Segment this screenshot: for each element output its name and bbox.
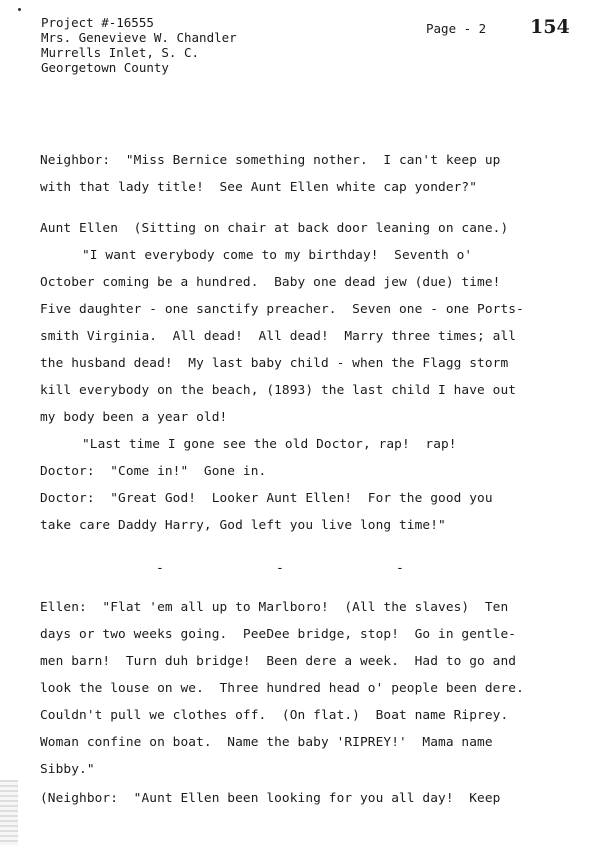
specks [18, 8, 21, 11]
text-line: "I want everybody come to my birthday! Seventh o' [82, 248, 473, 263]
text-line: kill everybody on the beach, (1893) the last child I have out [40, 383, 517, 398]
county: Georgetown County [41, 60, 169, 75]
town: Murrells Inlet, S. C. [41, 45, 200, 60]
text-line: (Neighbor: "Aunt Ellen been looking for you all day! Keep [40, 791, 501, 806]
project-number: Project #-16555 [41, 15, 154, 30]
text-line: Doctor: "Great God! Looker Aunt Ellen! For the good you [40, 491, 493, 506]
text-line: with that lady title! See Aunt Ellen white cap yonder?" [40, 180, 478, 195]
separator-dash: - [276, 561, 284, 576]
folio-number: 154 [530, 16, 570, 38]
text-line: Aunt Ellen (Sitting on chair at back door leaning on cane.) [40, 221, 509, 236]
text-line: take care Daddy Harry, God left you live long time!" [40, 518, 446, 533]
text-line: look the louse on we. Three hundred head o' people been dere. [40, 681, 524, 696]
text-line: Ellen: "Flat 'em all up to Marlboro! (All the slaves) Ten [40, 600, 509, 615]
text-line: my body been a year old! [40, 410, 228, 425]
text-line: Woman confine on boat. Name the baby 'RIPREY!' Mama name [40, 735, 493, 750]
text-line: Sibby." [40, 762, 95, 777]
text-line: men barn! Turn duh bridge! Been dere a week. Had to go and [40, 654, 517, 669]
text-line: Five daughter - one sanctify preacher. Seven one - one Ports- [40, 302, 524, 317]
text-line: October coming be a hundred. Baby one dead jew (due) time! [40, 275, 501, 290]
text-line: "Last time I gone see the old Doctor, rap! rap! [82, 437, 457, 452]
text-line: the husband dead! My last baby child - when the Flagg storm [40, 356, 509, 371]
text-line: Doctor: "Come in!" Gone in. [40, 464, 267, 479]
page-label: Page - 2 [426, 21, 487, 36]
scan-edge-shadow [0, 780, 18, 845]
separator-dash: - [396, 561, 404, 576]
separator-dash: - [156, 561, 164, 576]
text-line: Neighbor: "Miss Bernice something nother. I can't keep up [40, 153, 501, 168]
text-line: days or two weeks going. PeeDee bridge, stop! Go in gentle- [40, 627, 517, 642]
text-line: Couldn't pull we clothes off. (On flat.) Boat name Riprey. [40, 708, 509, 723]
interviewer-name: Mrs. Genevieve W. Chandler [41, 30, 237, 45]
text-line: smith Virginia. All dead! All dead! Marry three times; all [40, 329, 517, 344]
